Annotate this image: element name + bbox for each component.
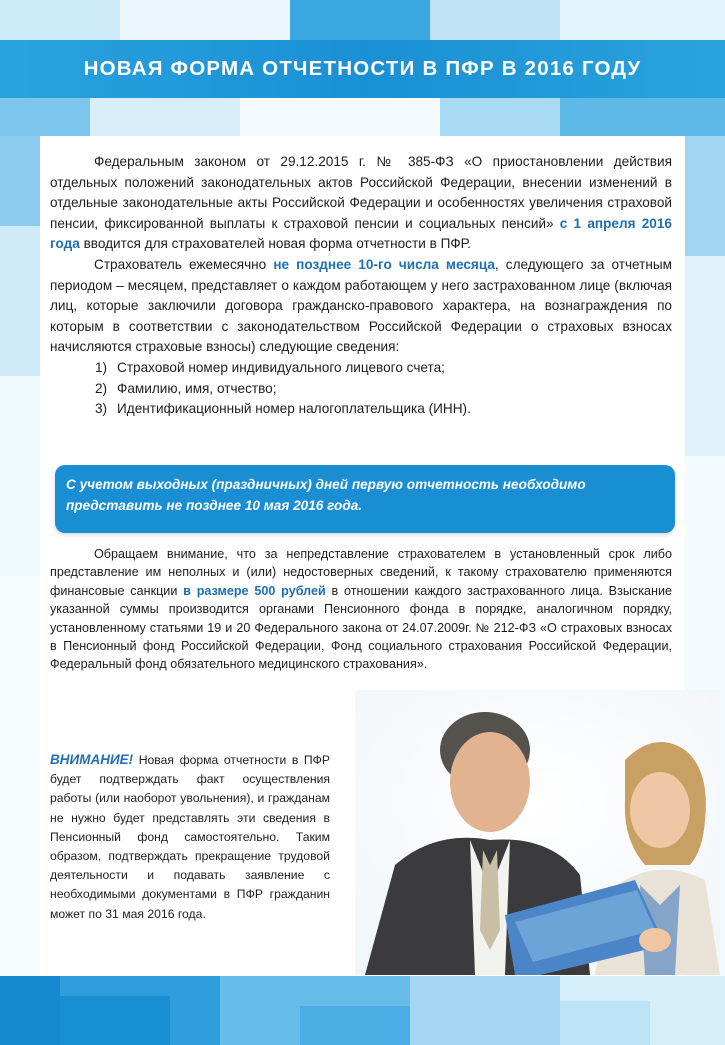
attention-text: Новая форма отчетности в ПФР будет подтверждать факт осуществления работы (или наоборот увольнения), и гражданам не нужно будет представлять эти сведения в Пенсионный фонд самостоятельно. Таким образом, подтверждать прекращение трудовой деятельности и подавать заявление с необходимыми документами в ПФР гражданин может по 31 мая 2016 года. [50, 753, 330, 921]
penalty-paragraph [50, 545, 672, 674]
list-number: 2) [95, 380, 108, 396]
duty-paragraph [50, 255, 672, 358]
list-item [50, 399, 672, 420]
penalty-text-2: в отношении каждого застрахованного лица. Взыскание указанной суммы производится органами Пенсионного фонда в порядке, аналогичном порядку, установленному статьями 19 и 20 Федерального закона от 24.07.2009г. № 212-ФЗ «О страховых взносах в Пенсионный фонд Российской Федерации, Фонд социального страхования Российской Федерации, Федеральный фонд обязательного медицинского страхования». [50, 583, 672, 672]
business-people-photo [355, 690, 720, 975]
duty-text-1: Страхователь ежемесячно [94, 256, 274, 272]
intro-text-1: Федеральным законом от 29.12.2015 г. № 385-ФЗ «О приостановлении действия отдельных положений законодательных актов Российской Федерации, внесении изменений в отдельные законодательные акты Российской Федерации и особенностях увеличения страховой пенсии, фиксированной выплаты к страховой пенсии и социальных пенсий» [50, 154, 672, 231]
intro-highlight-date: с 1 апреля 2016 года [50, 215, 672, 252]
list-item [50, 358, 672, 379]
list-number: 3) [95, 401, 108, 417]
duty-highlight-deadline: не позднее 10-го числа месяца [273, 256, 495, 272]
callout-text: С учетом выходных (праздничных) дней первую отчетность необходимо представить не позднее 10 мая 2016 года. [66, 477, 586, 513]
main-text-block [50, 152, 672, 420]
intro-text-2: вводится для страхователей новая форма отчетности в ПФР. [79, 236, 471, 252]
page-title: НОВАЯ ФОРМА ОТЧЕТНОСТИ В ПФР В 2016 ГОДУ [83, 57, 642, 80]
list-text: Фамилию, имя, отчество; [117, 380, 277, 396]
penalty-highlight-amount: в размере 500 рублей [183, 583, 326, 598]
background-mosaic-bottom [0, 976, 725, 1045]
penalty-text-1: Обращаем внимание, что за непредставление страхователем в установленный срок либо представление им неполных и (или) недостоверных сведений, к такому страхователю применяются финансовые санкции [50, 547, 672, 598]
list-text: Страховой номер индивидуального лицевого счета; [117, 359, 445, 375]
attention-lead: ВНИМАНИЕ! [50, 752, 134, 767]
list-item [50, 379, 672, 400]
intro-paragraph [50, 152, 672, 255]
list-number: 1) [95, 359, 108, 375]
attention-block [50, 750, 330, 924]
duty-text-2: , следующего за отчетным периодом – месяцем, представляет о каждом работающем у него застрахованном лице (включая лиц, которые заключили договора гражданско-правового характера, на вознаграждения по которым в соответствии с законодательством Российской Федерации о страховых взносах начисляются страховые взносы) следующие сведения: [50, 256, 672, 355]
list-text: Идентификационный номер налогоплательщика (ИНН). [117, 401, 471, 417]
requirements-list [50, 358, 672, 420]
